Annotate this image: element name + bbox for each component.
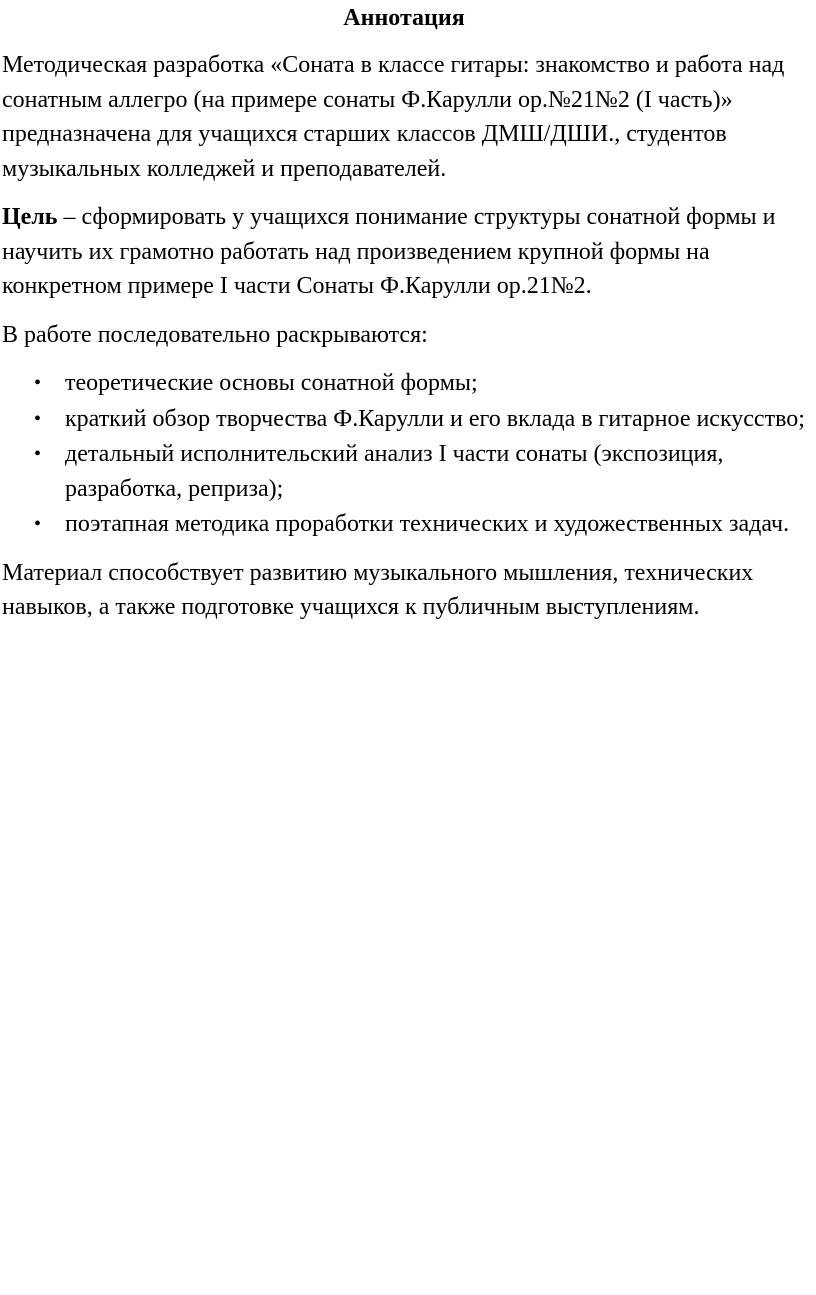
list-item	[2, 507, 806, 542]
bullet-icon: •	[34, 407, 42, 430]
list-item	[2, 437, 806, 506]
list-item-text: теоретические основы сонатной формы;	[65, 370, 478, 396]
document-title: Аннотация	[343, 5, 465, 31]
goal-label: Цель	[2, 204, 58, 230]
list-item-text: поэтапная методика проработки технических и художественных задач.	[65, 511, 790, 537]
goal-text: – сформировать у учащихся понимание структуры сонатной формы и научить их грамотно работать над произведением крупной формы на конкретном примере I части Сонаты Ф.Карулли ор.21№2.	[2, 204, 776, 299]
list-item-text: детальный исполнительский анализ I части сонаты (экспозиция, разработка, реприза);	[65, 441, 724, 502]
list-item-text: краткий обзор творчества Ф.Карулли и его вклада в гитарное искусство;	[65, 405, 805, 432]
intro-paragraph: Методическая разработка «Соната в классе гитары: знакомство и работа над сонатным аллегро (на примере сонаты Ф.Карулли ор.№21№2 (I часть)» предназначена для учащихся старших классов ДМШ/ДШИ., студентов музыкальных колледжей и преподавателей.	[2, 52, 785, 182]
list-intro: В работе последовательно раскрываются:	[2, 321, 428, 348]
list-item	[2, 366, 806, 401]
list-item	[2, 402, 806, 437]
bullet-icon: •	[34, 513, 42, 535]
closing-paragraph: Материал способствует развитию музыкального мышления, технических навыков, а также подготовке учащихся к публичным выступлениям.	[2, 559, 754, 620]
bullet-icon: •	[34, 372, 42, 394]
topics-list	[2, 366, 806, 542]
goal-paragraph	[2, 200, 806, 304]
bullet-icon: •	[34, 443, 42, 465]
